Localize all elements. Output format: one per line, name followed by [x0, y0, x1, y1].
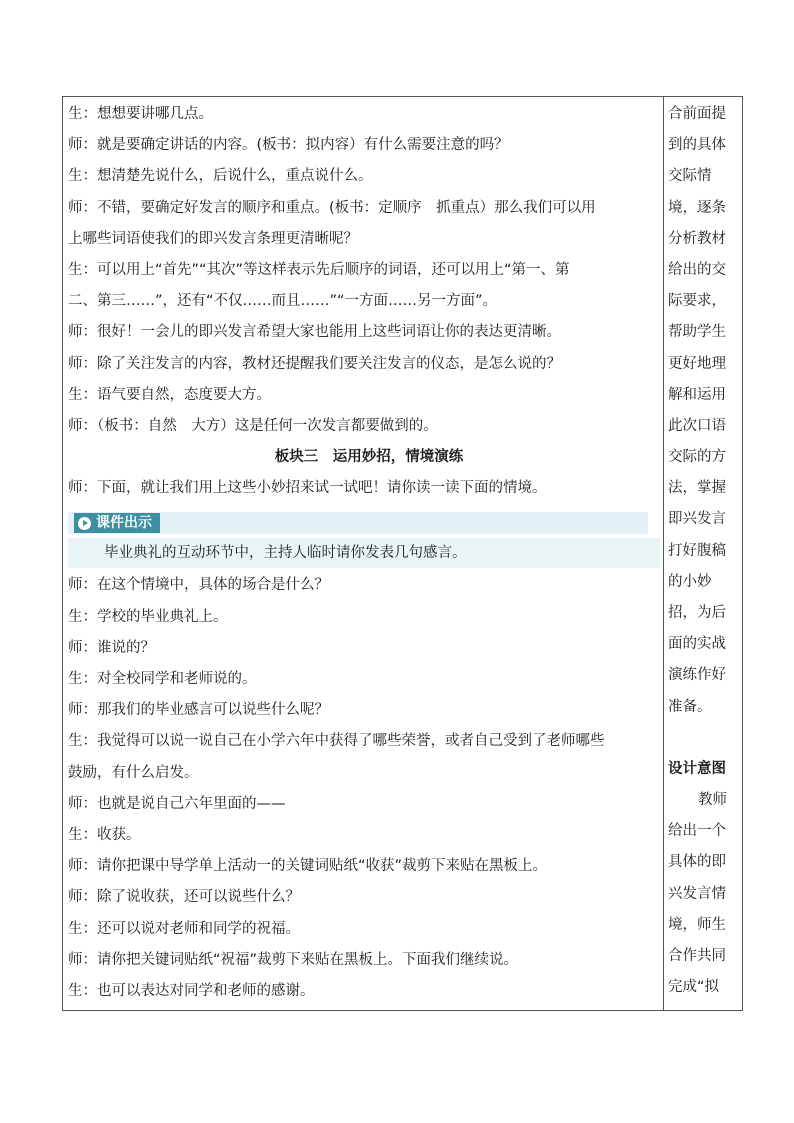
banner-label: 课件出示	[96, 515, 152, 532]
side-note-line: 教师	[698, 791, 727, 808]
dialogue-line: 师：（板书：自然 大方）这是任何一次发言都要做到的。	[68, 417, 438, 434]
dialogue-line: 生：语气要自然，态度要大方。	[68, 386, 271, 403]
design-intent-heading: 设计意图	[668, 760, 726, 777]
side-note-line: 交际情	[668, 168, 712, 185]
banner-tab	[74, 513, 160, 533]
dialogue-line: 师：除了说收获，还可以说些什么？	[68, 889, 300, 906]
design-intent-column	[668, 99, 740, 1003]
column-divider	[663, 96, 664, 1011]
side-note-line: 即兴发言	[668, 511, 726, 528]
courseware-banner	[68, 512, 660, 534]
dialogue-line: 生：学校的毕业典礼上。	[68, 608, 228, 625]
dialogue-line: 师：不错，要确定好发言的顺序和重点。(板书：定顺序 抓重点）那么我们可以用	[68, 199, 596, 216]
side-note-line: 给出的交	[668, 261, 726, 278]
scenario-box: 毕业典礼的互动环节中，主持人临时请你发表几句感言。	[68, 538, 660, 568]
dialogue-line: 师：除了关注发言的内容，教材还提醒我们要关注发言的仪态，是怎么说的？	[68, 355, 561, 372]
dialogue-line: 二、第三……”，还有“不仅……而且……”“一方面……另一方面”。	[68, 293, 498, 310]
dialogue-line: 师：就是要确定讲话的内容。(板书：拟内容）有什么需要注意的吗？	[68, 137, 509, 154]
dialogue-line: 生：收获。	[68, 826, 141, 843]
dialogue-line: 师：请你把关键词贴纸“祝福”裁剪下来贴在黑板上。下面我们继续说。	[68, 951, 519, 968]
dialogue-line: 生：我觉得可以说一说自己在小学六年中获得了哪些荣誉，或者自己受到了老师哪些	[68, 733, 605, 750]
side-note-line: 法，掌握	[668, 480, 726, 497]
dialogue-line: 生：还可以说对老师和同学的祝福。	[68, 920, 300, 937]
side-note-line: 交际的方	[668, 449, 726, 466]
side-note-line: 给出一个	[668, 823, 726, 840]
side-note-line: 帮助学生	[668, 324, 726, 341]
side-note-line: 完成“拟	[668, 979, 720, 996]
side-note-line: 境，师生	[668, 916, 726, 933]
dialogue-line: 师：也就是说自己六年里面的——	[68, 795, 286, 812]
side-note-line: 分析教材	[668, 230, 726, 247]
side-note-line: 合前面提	[668, 106, 726, 122]
dialogue-line: 师：谁说的？	[68, 639, 155, 656]
side-note-line: 的小妙	[668, 573, 712, 590]
side-note-line: 合作共同	[668, 947, 726, 964]
dialogue-line: 生：也可以表达对同学和老师的感谢。	[68, 982, 315, 999]
dialogue-line: 师：很好！一会儿的即兴发言希望大家也能用上这些词语让你的表达更清晰。	[68, 324, 561, 341]
side-note-line: 面的实战	[668, 636, 726, 653]
dialogue-line: 生：想清楚先说什么，后说什么，重点说什么。	[68, 168, 373, 185]
dialogue-line: 师：请你把课中导学单上活动一的关键词贴纸“收获”裁剪下来贴在黑板上。	[68, 858, 548, 875]
dialogue-line: 鼓励，有什么启发。	[68, 764, 199, 781]
side-note-line: 打好腹稿	[668, 542, 726, 559]
dialogue-line: 上哪些词语使我们的即兴发言条理更清晰呢？	[68, 230, 358, 247]
side-note-line: 演练作好	[668, 667, 726, 684]
side-note-line: 兴发言情	[668, 885, 726, 902]
dialogue-line: 师：下面，就让我们用上这些小妙招来试一试吧！请你读一读下面的情境。	[68, 480, 547, 497]
side-note-line: 准备。	[668, 698, 712, 715]
side-note-line: 到的具体	[668, 137, 726, 154]
dialogue-line: 师：在这个情境中，具体的场合是什么？	[68, 577, 329, 594]
side-note-line: 此次口语	[668, 417, 726, 434]
side-note-line: 更好地理	[668, 355, 726, 372]
side-note-line: 境，逐条	[668, 199, 726, 216]
side-note-line: 招，为后	[668, 605, 726, 621]
section-heading: 板块三 运用妙招，情境演练	[274, 449, 464, 466]
dialogue-line: 生：对全校同学和老师说的。	[68, 671, 257, 687]
lesson-dialogue-column	[68, 99, 660, 1007]
side-spacer	[668, 723, 740, 754]
dialogue-line: 师：那我们的毕业感言可以说些什么呢？	[68, 702, 329, 719]
play-icon	[78, 517, 91, 530]
dialogue-line: 生：可以用上“首先”“其次”等这样表示先后顺序的词语，还可以用上“第一、第	[68, 261, 570, 278]
dialogue-line: 生：想想要讲哪几点。	[68, 106, 213, 122]
side-note-line: 际要求，	[668, 293, 726, 310]
side-note-line: 具体的即	[668, 854, 726, 871]
side-note-line: 解和运用	[668, 386, 726, 403]
